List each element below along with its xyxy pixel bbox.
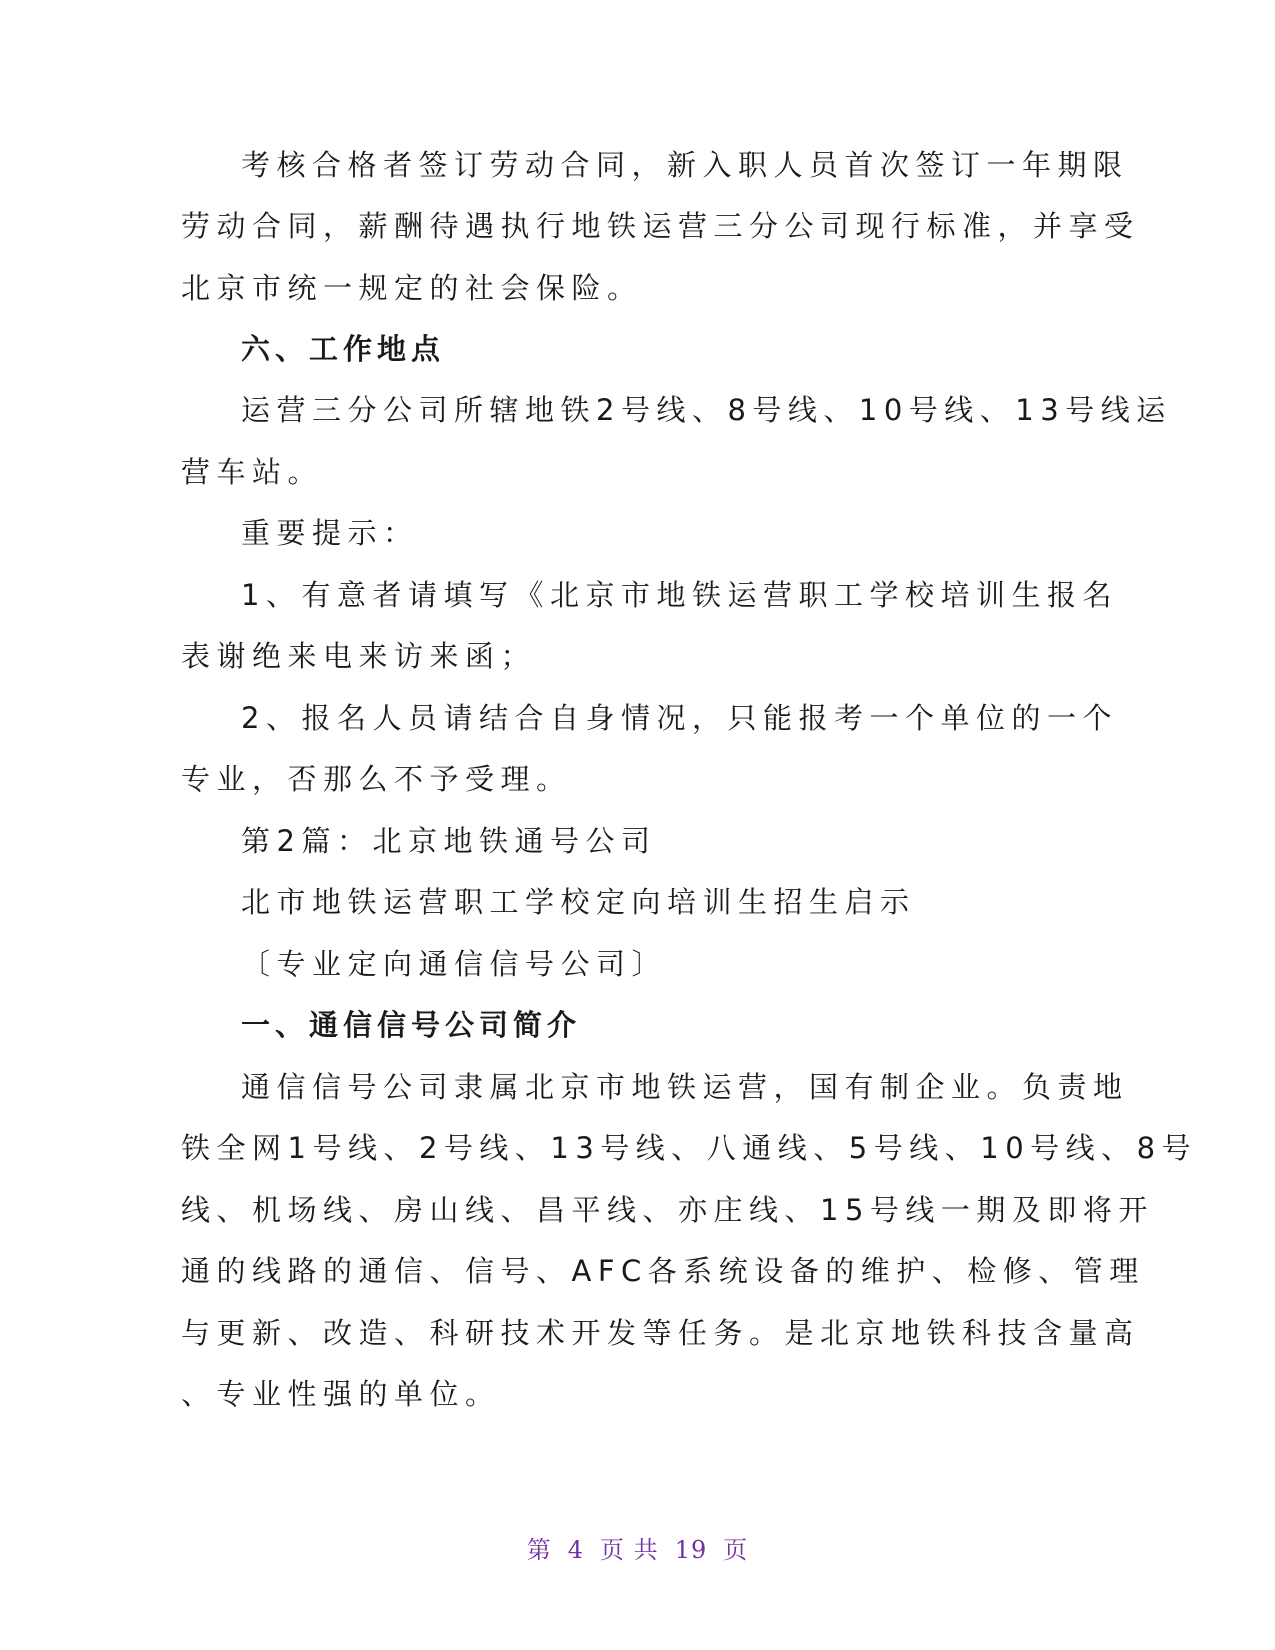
section-heading: 一、通信信号公司简介 <box>241 1008 582 1042</box>
list-item: 1、有意者请填写《北京市地铁运营职工学校培训生报名 <box>241 578 1118 612</box>
footer-middle: 页 共 <box>600 1536 659 1564</box>
paragraph-line: 通的线路的通信、信号、AFC各系统设备的维护、检修、管理 <box>181 1254 1145 1288</box>
footer-suffix: 页 <box>723 1536 749 1564</box>
notice-title: 重要提示： <box>241 516 419 550</box>
paragraph-line: 线、机场线、房山线、昌平线、亦庄线、15号线一期及即将开 <box>181 1193 1154 1227</box>
list-item: 2、报名人员请结合自身情况，只能报考一个单位的一个 <box>241 701 1118 735</box>
paragraph-line: 运营三分公司所辖地铁2号线、8号线、10号线、13号线运 <box>241 393 1172 427</box>
paragraph-line: 铁全网1号线、2号线、13号线、八通线、5号线、10号线、8号 <box>181 1131 1198 1165</box>
article-subtitle: 北市地铁运营职工学校定向培训生招生启示 <box>241 885 916 919</box>
paragraph-line: 劳动合同，薪酬待遇执行地铁运营三分公司现行标准，并享受 <box>181 209 1140 243</box>
total-pages: 19 <box>674 1536 708 1564</box>
list-item-continuation: 专业，否那么不予受理。 <box>181 762 572 796</box>
paragraph-line: 考核合格者签订劳动合同，新入职人员首次签订一年期限 <box>241 148 1129 182</box>
section-heading: 六、工作地点 <box>241 332 446 366</box>
paragraph-line: 与更新、改造、科研技术开发等任务。是北京地铁科技含量高 <box>181 1316 1140 1350</box>
paragraph-line: 通信信号公司隶属北京市地铁运营，国有制企业。负责地 <box>241 1070 1129 1104</box>
paragraph-line: 北京市统一规定的社会保险。 <box>181 271 643 305</box>
paragraph-line: 营车站。 <box>181 455 324 489</box>
article-subtitle-note: 〔专业定向通信信号公司〕 <box>241 947 668 981</box>
footer-prefix: 第 <box>526 1536 552 1564</box>
list-item-continuation: 表谢绝来电来访来函； <box>181 639 537 673</box>
page-number: 4 <box>567 1536 585 1564</box>
paragraph-line: 、专业性强的单位。 <box>181 1377 501 1411</box>
article-title: 第2篇：北京地铁通号公司 <box>241 824 657 858</box>
page-footer <box>0 1535 1275 1565</box>
